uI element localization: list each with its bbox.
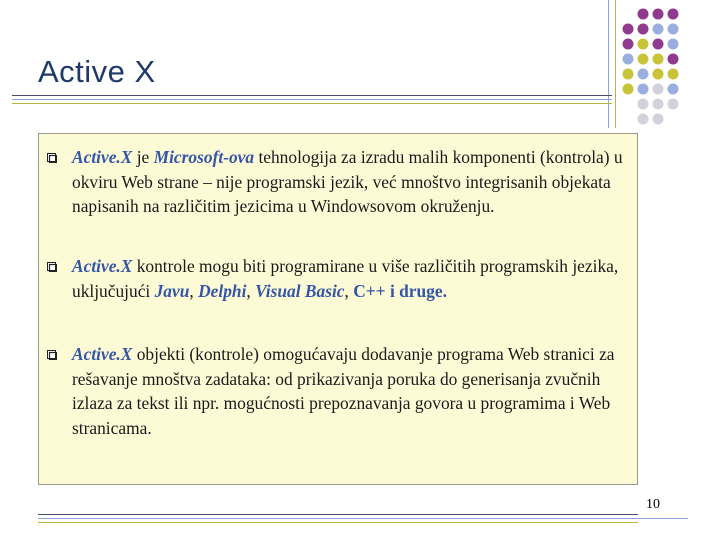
decorative-dot xyxy=(638,84,649,95)
checkbox-bullet-icon xyxy=(47,350,57,360)
decorative-dot xyxy=(638,54,649,65)
decorative-dot xyxy=(668,69,679,80)
decorative-dot xyxy=(623,39,634,50)
decorative-dot xyxy=(623,69,634,80)
page-number: 10 xyxy=(646,497,660,512)
decorative-dot xyxy=(638,39,649,50)
decorative-dot xyxy=(668,99,679,110)
decorative-dot xyxy=(638,9,649,20)
bullet-text-2: Active.X kontrole mogu biti programirane u više različitih programskih jezika, uključujući Javu, Delphi, Visual Basic, C++ i druge. xyxy=(72,256,619,301)
title-underline-blue xyxy=(12,99,612,100)
decorative-dot xyxy=(653,39,664,50)
decorative-dot xyxy=(638,99,649,110)
decorative-dot xyxy=(653,9,664,20)
decorative-dot xyxy=(653,84,664,95)
title-underline-olive xyxy=(12,103,612,104)
activex-term: Active.X xyxy=(72,344,133,364)
activex-term: Active.X xyxy=(72,256,133,276)
footer-line-dark xyxy=(38,514,638,515)
decorative-dot xyxy=(623,54,634,65)
decorative-dot xyxy=(653,69,664,80)
microsoft-term: Microsoft-ova xyxy=(153,147,255,167)
decorative-dot xyxy=(668,84,679,95)
title-underline-dark xyxy=(12,95,612,96)
decorative-dot xyxy=(638,69,649,80)
decorative-dot xyxy=(638,114,649,125)
footer-line-blue xyxy=(38,518,688,519)
decorative-dot xyxy=(668,9,679,20)
decorative-dot xyxy=(653,114,664,125)
content-box xyxy=(38,133,638,485)
activex-term: Active.X xyxy=(72,147,133,167)
decorative-dot xyxy=(668,24,679,35)
decorative-dot xyxy=(638,24,649,35)
decorative-dot xyxy=(653,24,664,35)
decorative-dot xyxy=(668,39,679,50)
slide-title: Active X xyxy=(38,54,156,89)
decorative-dot xyxy=(653,99,664,110)
checkbox-bullet-icon xyxy=(47,153,57,163)
bullet-text-3: Active.X objekti (kontrole) omogućavaju dodavanje programa Web stranici za rešavanje mnoštva zadataka: od prikazivanja poruka do generisanja zvučnih izlaza za tekst ili npr. mogućnosti prepoznavanja govora u programima i Web stranicama. xyxy=(72,344,615,438)
decorative-dot xyxy=(623,24,634,35)
footer-line-olive xyxy=(38,522,638,523)
decorative-dot xyxy=(623,84,634,95)
bullet-text-1: Active.X je Microsoft-ova tehnologija za izradu malih komponenti (kontrola) u okviru Web strane – nije programski jezik, već mnoštvo integrisanih objekata napisanih na različitim jezicima u Windowsovom okruženju. xyxy=(72,147,623,216)
decorative-dot xyxy=(653,54,664,65)
decorative-dot xyxy=(668,54,679,65)
checkbox-bullet-icon xyxy=(47,262,57,272)
